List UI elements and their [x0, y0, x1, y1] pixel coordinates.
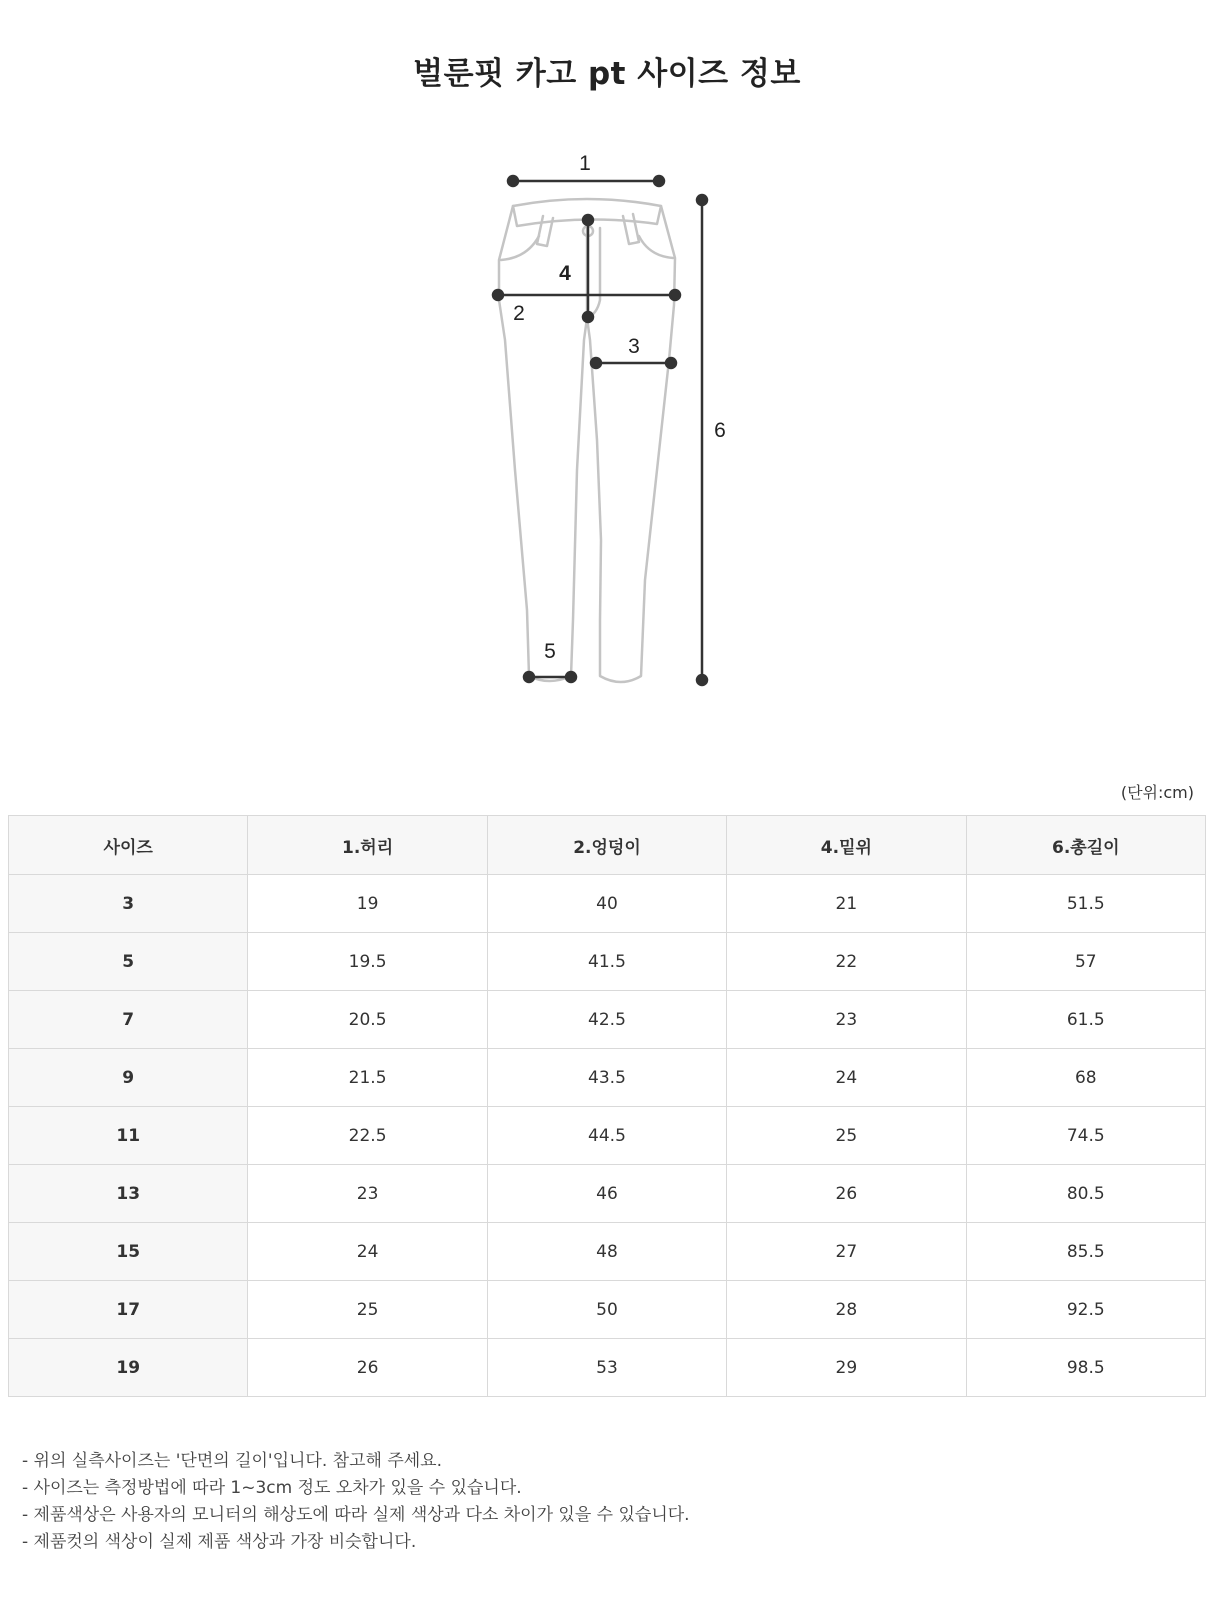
size-cell: 19 [9, 1339, 248, 1397]
hip-cell: 41.5 [487, 933, 726, 991]
note-item: - 제품컷의 색상이 실제 제품 색상과 가장 비슷합니다. [22, 1532, 417, 1552]
rise-cell: 21 [727, 875, 966, 933]
measurement-label-hip: 2 [513, 302, 525, 325]
header-waist: 1.허리 [248, 816, 487, 875]
waist-cell: 23 [248, 1165, 487, 1223]
header-total-length: 6.총길이 [966, 816, 1205, 875]
size-cell: 3 [9, 875, 248, 933]
waist-cell: 19.5 [248, 933, 487, 991]
rise-cell: 29 [727, 1339, 966, 1397]
rise-cell: 22 [727, 933, 966, 991]
rise-cell: 28 [727, 1281, 966, 1339]
measurement-label-thigh: 3 [628, 335, 640, 358]
size-cell: 11 [9, 1107, 248, 1165]
header-hip: 2.엉덩이 [487, 816, 726, 875]
hip-cell: 46 [487, 1165, 726, 1223]
table-row [9, 1049, 1206, 1107]
hip-cell: 48 [487, 1223, 726, 1281]
rise-cell: 23 [727, 991, 966, 1049]
header-rise: 4.밑위 [727, 816, 966, 875]
total-length-cell: 68 [966, 1049, 1205, 1107]
note-item: - 제품색상은 사용자의 모니터의 해상도에 따라 실제 색상과 다소 차이가 있을 수 있습니다. [22, 1505, 690, 1525]
rise-cell: 25 [727, 1107, 966, 1165]
waist-cell: 19 [248, 875, 487, 933]
rise-cell: 27 [727, 1223, 966, 1281]
hip-cell: 43.5 [487, 1049, 726, 1107]
table-row [9, 1281, 1206, 1339]
hip-cell: 44.5 [487, 1107, 726, 1165]
total-length-cell: 51.5 [966, 875, 1205, 933]
size-cell: 17 [9, 1281, 248, 1339]
note-item: - 위의 실측사이즈는 '단면의 길이'입니다. 참고해 주세요. [22, 1451, 442, 1471]
waist-cell: 21.5 [248, 1049, 487, 1107]
total-length-cell: 61.5 [966, 991, 1205, 1049]
pants-measurement-diagram [457, 140, 777, 720]
size-cell: 13 [9, 1165, 248, 1223]
table-row [9, 991, 1206, 1049]
table-row [9, 875, 1206, 933]
waist-cell: 26 [248, 1339, 487, 1397]
measurement-label-total-length: 6 [714, 419, 726, 442]
waist-cell: 20.5 [248, 991, 487, 1049]
total-length-cell: 80.5 [966, 1165, 1205, 1223]
page-title: 벌룬핏 카고 pt 사이즈 정보 [413, 56, 801, 92]
table-row [9, 1107, 1206, 1165]
waist-cell: 24 [248, 1223, 487, 1281]
header-size: 사이즈 [9, 816, 248, 875]
measurement-label-rise: 4 [559, 262, 571, 285]
measurement-label-waist: 1 [579, 152, 591, 175]
waist-cell: 25 [248, 1281, 487, 1339]
size-cell: 15 [9, 1223, 248, 1281]
total-length-cell: 98.5 [966, 1339, 1205, 1397]
unit-label: (단위:cm) [1120, 783, 1194, 802]
measurement-label-hem: 5 [544, 640, 556, 663]
size-table [8, 815, 1206, 1397]
total-length-cell: 85.5 [966, 1223, 1205, 1281]
note-item: - 사이즈는 측정방법에 따라 1~3cm 정도 오차가 있을 수 있습니다. [22, 1478, 522, 1498]
table-row [9, 1339, 1206, 1397]
hip-cell: 50 [487, 1281, 726, 1339]
total-length-cell: 74.5 [966, 1107, 1205, 1165]
hip-cell: 42.5 [487, 991, 726, 1049]
waist-cell: 22.5 [248, 1107, 487, 1165]
total-length-cell: 92.5 [966, 1281, 1205, 1339]
total-length-cell: 57 [966, 933, 1205, 991]
size-cell: 9 [9, 1049, 248, 1107]
rise-cell: 24 [727, 1049, 966, 1107]
table-header-row [9, 816, 1206, 875]
table-row [9, 933, 1206, 991]
notes-list [22, 1448, 690, 1556]
hip-cell: 53 [487, 1339, 726, 1397]
rise-cell: 26 [727, 1165, 966, 1223]
size-cell: 7 [9, 991, 248, 1049]
size-cell: 5 [9, 933, 248, 991]
table-row [9, 1165, 1206, 1223]
hip-cell: 40 [487, 875, 726, 933]
table-row [9, 1223, 1206, 1281]
